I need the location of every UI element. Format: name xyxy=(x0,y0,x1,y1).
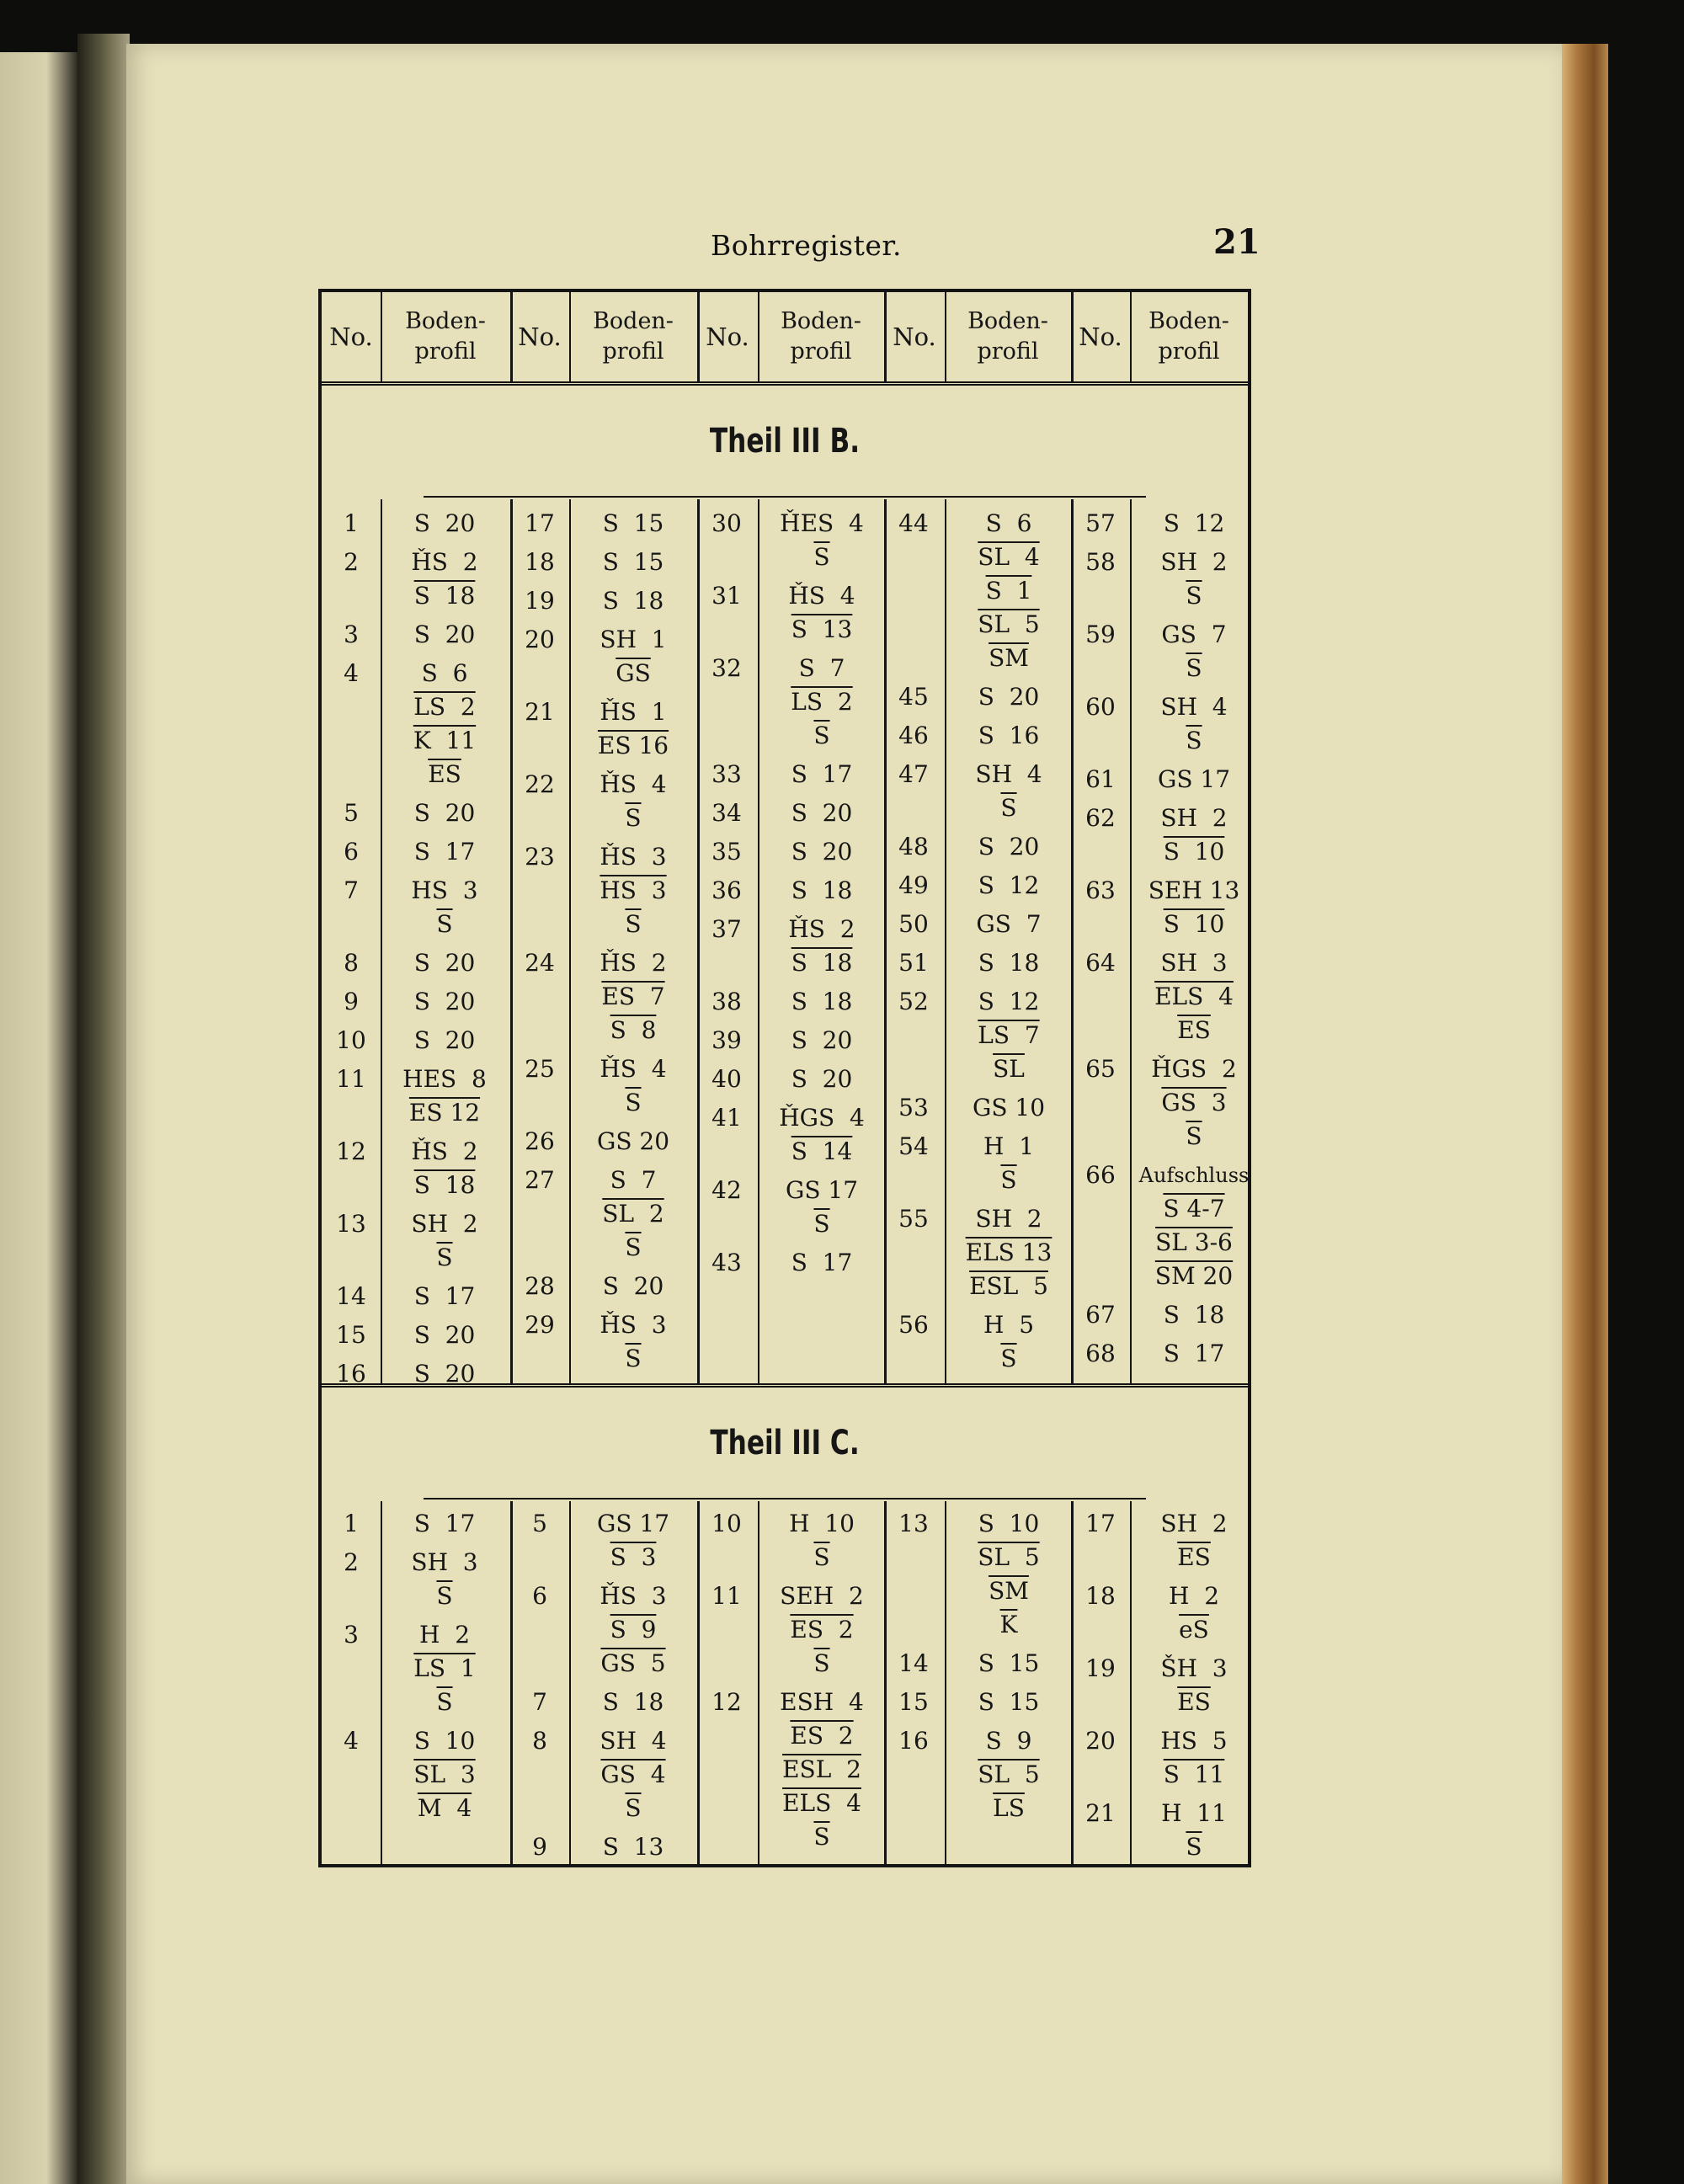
entry-number: 19 xyxy=(525,587,555,615)
soil-profile-line: HES 8 xyxy=(402,1065,487,1093)
entry-number: 3 xyxy=(344,621,359,648)
soil-profile-line: S 17 xyxy=(1163,1340,1225,1367)
entry-number: 12 xyxy=(336,1137,366,1165)
column-rule xyxy=(510,292,513,381)
entry-number: 42 xyxy=(711,1176,742,1204)
soil-profile-line: H 2 xyxy=(418,1621,471,1649)
soil-profile-line: S 7 xyxy=(798,654,845,682)
column-rule xyxy=(884,292,887,381)
soil-profile-line: ȞS 2 xyxy=(600,949,667,977)
entry-number: 45 xyxy=(898,683,929,711)
soil-profile-line: S 12 xyxy=(978,988,1040,1015)
soil-profile-line: ȞS 2 xyxy=(411,1137,478,1165)
entry-number: 67 xyxy=(1085,1301,1116,1329)
entry-number: 59 xyxy=(1085,621,1116,648)
entry-number: 5 xyxy=(344,799,359,827)
entry-number: 8 xyxy=(532,1727,547,1755)
soil-profile-line: ELS 4 xyxy=(782,1789,861,1817)
entry-number: 10 xyxy=(711,1510,742,1537)
entry-number: 33 xyxy=(711,760,742,788)
soil-profile-line: H 5 xyxy=(983,1311,1035,1339)
entry-number: 12 xyxy=(711,1688,742,1716)
soil-profile-line: ELS 13 xyxy=(965,1238,1052,1266)
entry-number: 68 xyxy=(1085,1340,1116,1367)
entry-number: 9 xyxy=(532,1833,547,1861)
header-no: No. xyxy=(329,322,373,351)
header-profile: Boden- profil xyxy=(1148,308,1229,365)
soil-profile-line: ES 2 xyxy=(790,1722,854,1750)
entry-number: 40 xyxy=(711,1065,742,1093)
soil-profile-line: ESH 4 xyxy=(780,1688,864,1716)
entry-number: 58 xyxy=(1085,548,1116,576)
soil-profile-line: S 12 xyxy=(978,871,1040,899)
soil-profile-line: S 17 xyxy=(791,1249,853,1276)
soil-profile-line: $\overline{S}$ xyxy=(625,910,642,938)
soil-profile-line: S 11 xyxy=(1163,1761,1225,1788)
entry-number: 11 xyxy=(336,1065,366,1093)
soil-profile-line: $\overline{eS}$ xyxy=(1179,1616,1209,1643)
soil-profile-line: ȞS 4 xyxy=(600,1055,667,1083)
soil-profile-line: $\overline{K}$ xyxy=(999,1611,1018,1638)
soil-profile-line: GS 17 xyxy=(596,1510,670,1537)
soil-profile-line: S 17 xyxy=(413,838,476,866)
entry-number: 14 xyxy=(898,1649,929,1677)
soil-profile-line: ȞS 3 xyxy=(600,1582,667,1610)
soil-profile-line: SL 5 xyxy=(978,610,1040,638)
soil-profile-line: S 15 xyxy=(602,548,664,576)
entry-number: 61 xyxy=(1085,765,1116,793)
entry-number: 21 xyxy=(1085,1799,1116,1827)
soil-profile-line: $\overline{S}$ xyxy=(813,1823,830,1851)
soil-profile-line: $\overline{ES}$ xyxy=(1177,1688,1211,1716)
soil-profile-line: S 12 xyxy=(1163,509,1225,537)
entry-number: 18 xyxy=(525,548,555,576)
book-gutter xyxy=(77,34,130,2184)
soil-profile-line: SH 2 xyxy=(1160,1510,1228,1537)
soil-profile-line: $\overline{S}$ xyxy=(436,910,453,938)
soil-profile-line: SH 4 xyxy=(600,1727,667,1755)
entry-number: 15 xyxy=(898,1688,929,1716)
entry-number: 36 xyxy=(711,876,742,904)
soil-profile-line: $\overline{S}$ xyxy=(625,804,642,832)
soil-profile-line: ESL 5 xyxy=(969,1272,1048,1300)
soil-profile-line: S 7 xyxy=(610,1166,657,1194)
soil-profile-line: $\overline{SL}$ xyxy=(993,1055,1025,1083)
entry-number: 6 xyxy=(532,1582,547,1610)
entry-number: 5 xyxy=(532,1510,547,1537)
soil-profile-line: S 18 xyxy=(1163,1301,1225,1329)
soil-profile-line: $\overline{ES}$ xyxy=(1177,1543,1211,1571)
soil-profile-line: SL 3-6 xyxy=(1155,1228,1233,1256)
soil-profile-line: H 11 xyxy=(1161,1799,1227,1827)
soil-profile-line: ŠH 3 xyxy=(1160,1654,1228,1682)
soil-profile-line: GS 7 xyxy=(1161,621,1227,648)
entry-number: 57 xyxy=(1085,509,1116,537)
header-no: No. xyxy=(1079,322,1122,351)
entry-number: 21 xyxy=(525,698,555,726)
soil-profile-line: S 10 xyxy=(1163,910,1225,938)
soil-profile-line: GS 7 xyxy=(976,910,1042,938)
entry-number: 4 xyxy=(344,1727,359,1755)
entry-number: 54 xyxy=(898,1132,929,1160)
entry-number: 18 xyxy=(1085,1582,1116,1610)
soil-profile-line: S 8 xyxy=(610,1016,657,1044)
soil-profile-line: S 20 xyxy=(413,988,476,1015)
soil-profile-line: $\overline{ES}$ xyxy=(428,760,461,788)
soil-profile-line: HS 3 xyxy=(411,876,478,904)
soil-profile-line: $\overline{GS}$ xyxy=(616,659,651,687)
soil-profile-line: $\overline{S}$ xyxy=(813,1210,830,1238)
soil-profile-line: GS 3 xyxy=(1161,1089,1227,1116)
entry-number: 39 xyxy=(711,1026,742,1054)
soil-profile-line: S 3 xyxy=(610,1543,657,1571)
header-no: No. xyxy=(893,322,936,351)
soil-profile-line: ELS 4 xyxy=(1154,983,1234,1010)
soil-profile-line: S 13 xyxy=(602,1833,664,1861)
soil-profile-line: SL 3 xyxy=(413,1761,476,1788)
entry-number: 65 xyxy=(1085,1055,1116,1083)
header-profile: Boden- profil xyxy=(967,308,1048,365)
entry-number: 35 xyxy=(711,838,742,866)
soil-profile-line: S 20 xyxy=(413,1360,476,1388)
soil-profile-line: $\overline{S}$ xyxy=(625,1089,642,1116)
entry-number: 34 xyxy=(711,799,742,827)
column-rule xyxy=(758,292,759,381)
entry-number: 2 xyxy=(344,1548,359,1576)
entry-number: 30 xyxy=(711,509,742,537)
column-rule xyxy=(697,1501,700,1864)
soil-profile-line: S 20 xyxy=(413,949,476,977)
soil-profile-line: S 9 xyxy=(985,1727,1032,1755)
entry-number: 8 xyxy=(344,949,359,977)
soil-profile-line: S 18 xyxy=(413,1171,476,1199)
soil-profile-line: S 14 xyxy=(791,1137,853,1165)
soil-profile-line: $\overline{S}$ xyxy=(1186,727,1202,754)
entry-number: 24 xyxy=(525,949,555,977)
entry-number: 27 xyxy=(525,1166,555,1194)
soil-profile-line: SH 3 xyxy=(411,1548,478,1576)
soil-profile-line: ȞS 3 xyxy=(600,843,667,871)
soil-profile-line: SH 2 xyxy=(411,1210,478,1238)
soil-profile-line: GS 17 xyxy=(785,1176,859,1204)
soil-profile-line: LS 2 xyxy=(413,693,476,721)
soil-profile-line: $\overline{S}$ xyxy=(813,543,830,571)
soil-profile-line: S 20 xyxy=(413,1026,476,1054)
soil-profile-line: S 20 xyxy=(791,1065,853,1093)
soil-profile-line: S 15 xyxy=(602,509,664,537)
soil-profile-line: GS 20 xyxy=(596,1127,670,1155)
soil-profile-line: SH 4 xyxy=(1160,693,1228,721)
soil-profile-line: SH 1 xyxy=(600,626,667,653)
section-title-iii-b: Theil III B. xyxy=(424,386,1146,498)
soil-profile-line: S 18 xyxy=(602,587,664,615)
entry-number: 44 xyxy=(898,509,929,537)
column-rule xyxy=(569,292,571,381)
soil-profile-line: $\overline{S}$ xyxy=(625,1345,642,1372)
column-rule xyxy=(697,292,700,381)
soil-profile-line: ES 7 xyxy=(601,983,665,1010)
entry-number: 19 xyxy=(1085,1654,1116,1682)
soil-profile-line: S 18 xyxy=(791,988,853,1015)
soil-profile-line: ES 12 xyxy=(408,1099,481,1127)
entry-number: 37 xyxy=(711,915,742,943)
soil-profile-line: $\overline{S}$ xyxy=(1000,794,1017,822)
soil-profile-line: ȞS 1 xyxy=(600,698,667,726)
header-profile: Boden- profil xyxy=(781,308,861,365)
section-title-iii-c: Theil III C. xyxy=(424,1388,1146,1500)
header-profile: Boden- profil xyxy=(593,308,674,365)
soil-profile-line: S 20 xyxy=(791,838,853,866)
entry-number: 1 xyxy=(344,509,359,537)
soil-profile-line: ȞS 4 xyxy=(600,770,667,798)
soil-profile-line: ȞS 2 xyxy=(788,915,855,943)
soil-profile-line: S 13 xyxy=(791,615,853,643)
soil-profile-line: S 9 xyxy=(610,1616,657,1643)
soil-profile-line: HS 3 xyxy=(600,876,667,904)
entry-number: 22 xyxy=(525,770,555,798)
soil-profile-line: SEH 2 xyxy=(780,1582,864,1610)
page-edge xyxy=(1562,44,1608,2184)
soil-profile-line: SL 4 xyxy=(978,543,1040,571)
soil-profile-line: S 17 xyxy=(413,1510,476,1537)
entry-number: 4 xyxy=(344,659,359,687)
entry-number: 29 xyxy=(525,1311,555,1339)
soil-profile-line: GS 5 xyxy=(600,1649,666,1677)
soil-profile-line: SH 2 xyxy=(1160,548,1228,576)
soil-profile-line: $\overline{S}$ xyxy=(1000,1166,1017,1194)
soil-profile-line: S 20 xyxy=(602,1272,664,1300)
soil-profile-line: SL 5 xyxy=(978,1543,1040,1571)
entry-number: 66 xyxy=(1085,1161,1116,1189)
soil-profile-line: S 15 xyxy=(978,1688,1040,1716)
entry-number: 53 xyxy=(898,1094,929,1121)
soil-profile-line: GS 17 xyxy=(1157,765,1231,793)
entry-number: 13 xyxy=(898,1510,929,1537)
soil-profile-line: $\overline{S}$ xyxy=(1186,582,1202,610)
soil-profile-line: $\overline{S}$ xyxy=(625,1794,642,1822)
entry-number: 25 xyxy=(525,1055,555,1083)
soil-profile-line: ȞS 4 xyxy=(788,582,855,610)
soil-profile-line: S 18 xyxy=(791,949,853,977)
soil-profile-line: $\overline{S}$ xyxy=(1000,1345,1017,1372)
soil-profile-line: S 10 xyxy=(978,1510,1040,1537)
entry-number: 15 xyxy=(336,1321,366,1349)
entry-number: 63 xyxy=(1085,876,1116,904)
soil-profile-line: SH 2 xyxy=(1160,804,1228,832)
entry-number: 43 xyxy=(711,1249,742,1276)
soil-profile-line: S 17 xyxy=(791,760,853,788)
left-page-edge xyxy=(0,52,77,2184)
soil-profile-line: S 20 xyxy=(413,621,476,648)
soil-profile-line: $\overline{SM}$ xyxy=(989,1577,1029,1605)
entry-number: 55 xyxy=(898,1205,929,1233)
entry-number: 10 xyxy=(336,1026,366,1054)
entry-number: 16 xyxy=(898,1727,929,1755)
entry-number: 26 xyxy=(525,1127,555,1155)
column-rule xyxy=(1130,292,1132,381)
soil-profile-line: S 20 xyxy=(413,799,476,827)
entry-number: 9 xyxy=(344,988,359,1015)
entry-number: 17 xyxy=(1085,1510,1116,1537)
entry-number: 11 xyxy=(711,1582,742,1610)
soil-profile-line: S 10 xyxy=(1163,838,1225,866)
soil-profile-line: SL 5 xyxy=(978,1761,1040,1788)
entry-number: 17 xyxy=(525,509,555,537)
entry-number: 62 xyxy=(1085,804,1116,832)
entry-number: 13 xyxy=(336,1210,366,1238)
entry-number: 32 xyxy=(711,654,742,682)
entry-number: 41 xyxy=(711,1104,742,1132)
entry-number: 51 xyxy=(898,949,929,977)
soil-profile-line: H 2 xyxy=(1168,1582,1220,1610)
soil-profile-line: SL 2 xyxy=(602,1200,664,1228)
soil-profile-line: $\overline{S}$ xyxy=(1186,1122,1202,1150)
soil-profile-line: LS 7 xyxy=(978,1021,1040,1049)
soil-profile-line: Aufschluss xyxy=(1138,1164,1250,1187)
entry-number: 48 xyxy=(898,833,929,860)
entry-number: 52 xyxy=(898,988,929,1015)
soil-profile-line: S 17 xyxy=(413,1282,476,1310)
soil-profile-line: S 20 xyxy=(791,799,853,827)
soil-profile-line: S 20 xyxy=(791,1026,853,1054)
column-rule xyxy=(510,1501,513,1864)
soil-profile-line: K 11 xyxy=(413,727,477,754)
entry-number: 64 xyxy=(1085,949,1116,977)
soil-profile-line: S 6 xyxy=(985,509,1032,537)
soil-profile-line: SH 3 xyxy=(1160,949,1228,977)
soil-profile-line: $\overline{ES}$ xyxy=(1177,1016,1211,1044)
header-no: No. xyxy=(706,322,749,351)
entry-number: 50 xyxy=(898,910,929,938)
soil-profile-line: ȞS 3 xyxy=(600,1311,667,1339)
column-rule xyxy=(381,292,382,381)
entry-number: 2 xyxy=(344,548,359,576)
soil-profile-line: $\overline{LS}$ xyxy=(993,1794,1025,1822)
soil-profile-line: S 18 xyxy=(602,1688,664,1716)
soil-profile-line: S 4-7 xyxy=(1163,1195,1225,1223)
entry-number: 1 xyxy=(344,1510,359,1537)
soil-profile-line: S 20 xyxy=(413,1321,476,1349)
soil-profile-line: SM 20 xyxy=(1154,1262,1234,1290)
soil-profile-line: LS 2 xyxy=(791,688,853,716)
entry-number: 14 xyxy=(336,1282,366,1310)
soil-profile-line: SH 2 xyxy=(975,1205,1042,1233)
soil-profile-line: ȞES 4 xyxy=(780,509,864,537)
table-header xyxy=(322,292,1248,386)
soil-profile-line: ȞGS 2 xyxy=(1151,1055,1237,1083)
soil-profile-line: SH 4 xyxy=(975,760,1042,788)
soil-profile-line: S 18 xyxy=(413,582,476,610)
soil-profile-line: S 15 xyxy=(978,1649,1040,1677)
header-no: No. xyxy=(518,322,562,351)
soil-profile-line: S 20 xyxy=(978,683,1040,711)
soil-profile-line: ȞS 2 xyxy=(411,548,478,576)
entry-number: 7 xyxy=(344,876,359,904)
soil-profile-line: GS 10 xyxy=(972,1094,1046,1121)
column-rule xyxy=(945,292,946,381)
soil-profile-line: H 10 xyxy=(789,1510,855,1537)
entry-number: 6 xyxy=(344,838,359,866)
soil-profile-line: S 10 xyxy=(413,1727,476,1755)
soil-profile-line: S 6 xyxy=(421,659,468,687)
soil-profile-line: $\overline{SM}$ xyxy=(989,644,1029,672)
soil-profile-line: $\overline{S}$ xyxy=(1186,654,1202,682)
soil-profile-line: $\overline{S}$ xyxy=(813,1649,830,1677)
entry-number: 47 xyxy=(898,760,929,788)
soil-profile-line: ȞGS 4 xyxy=(779,1104,865,1132)
soil-profile-line: S 18 xyxy=(791,876,853,904)
entry-number: 28 xyxy=(525,1272,555,1300)
soil-profile-line: S 20 xyxy=(413,509,476,537)
entry-number: 7 xyxy=(532,1688,547,1716)
soil-profile-line: LS 1 xyxy=(413,1654,476,1682)
entry-number: 60 xyxy=(1085,693,1116,721)
soil-profile-line: $\overline{S}$ xyxy=(436,1582,453,1610)
soil-profile-line: S 18 xyxy=(978,949,1040,977)
entry-number: 23 xyxy=(525,843,555,871)
entry-number: 49 xyxy=(898,871,929,899)
entry-number: 31 xyxy=(711,582,742,610)
entry-number: 16 xyxy=(336,1360,366,1388)
soil-profile-line: $\overline{S}$ xyxy=(813,722,830,749)
soil-profile-line: $\overline{S}$ xyxy=(436,1688,453,1716)
soil-profile-line: ES 16 xyxy=(597,732,669,759)
soil-profile-line: S 16 xyxy=(978,722,1040,749)
entry-number: 20 xyxy=(1085,1727,1116,1755)
soil-profile-line: $\overline{S}$ xyxy=(625,1233,642,1261)
entry-number: 46 xyxy=(898,722,929,749)
column-rule xyxy=(1071,292,1074,381)
page-number: 21 xyxy=(1213,222,1260,262)
soil-profile-line: HS 5 xyxy=(1160,1727,1228,1755)
entry-number: 3 xyxy=(344,1621,359,1649)
soil-profile-line: S 1 xyxy=(985,577,1032,605)
soil-profile-line: ESL 2 xyxy=(782,1755,861,1783)
soil-profile-line: GS 4 xyxy=(600,1761,666,1788)
soil-profile-line: $\overline{S}$ xyxy=(1186,1833,1202,1861)
soil-profile-line: M 4 xyxy=(417,1794,472,1822)
entry-number: 56 xyxy=(898,1311,929,1339)
soil-profile-line: ES 2 xyxy=(790,1616,854,1643)
soil-profile-line: SEH 13 xyxy=(1148,876,1240,904)
running-title: Bohrregister. xyxy=(711,229,902,262)
soil-profile-line: H 1 xyxy=(983,1132,1035,1160)
header-profile: Boden- profil xyxy=(405,308,486,365)
soil-profile-line: $\overline{S}$ xyxy=(436,1244,453,1271)
entry-number: 38 xyxy=(711,988,742,1015)
soil-profile-line: S 20 xyxy=(978,833,1040,860)
bore-register-table xyxy=(318,289,1251,1867)
soil-profile-line: $\overline{S}$ xyxy=(813,1543,830,1571)
entry-number: 20 xyxy=(525,626,555,653)
